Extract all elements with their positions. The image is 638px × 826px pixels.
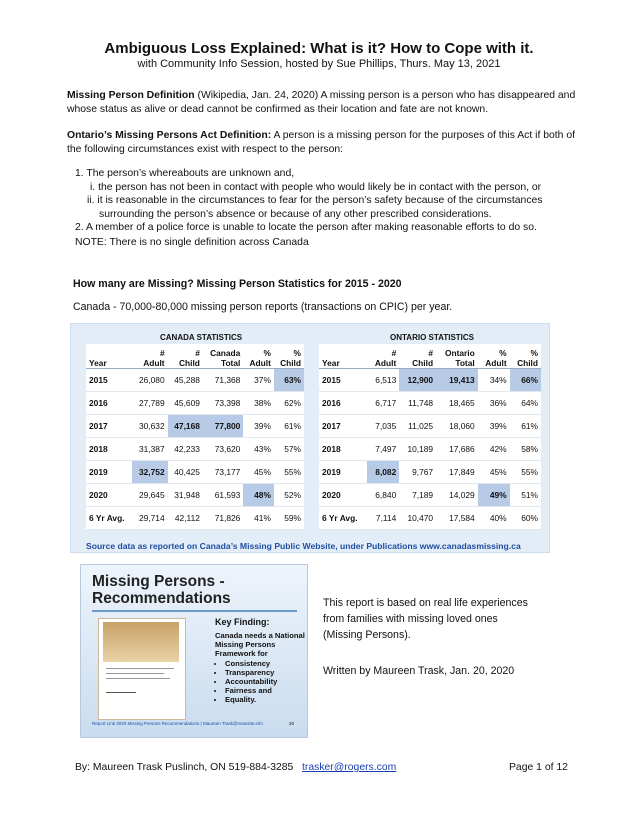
slide-page-number: 20 <box>289 721 295 726</box>
table-cell: 11,748 <box>399 392 436 415</box>
source-link[interactable]: Source data as reported on Canada’s Missing Public Website, under Publications www.canadasmissing.ca <box>86 541 521 551</box>
table-cell: 31,387 <box>132 438 167 461</box>
slide-divider <box>92 610 297 612</box>
table-cell: 2020 <box>86 484 132 507</box>
table-cell: 11,025 <box>399 415 436 438</box>
table-cell: 36% <box>478 392 510 415</box>
column-header: # Child <box>168 344 203 369</box>
table-cell: 45,288 <box>168 369 203 392</box>
column-header: Canada Total <box>203 344 243 369</box>
table-header-row <box>319 344 541 369</box>
table-cell: 6 Yr Avg. <box>86 507 132 530</box>
column-header: % Child <box>274 344 304 369</box>
table-row <box>86 484 304 507</box>
table-cell: 38% <box>243 392 274 415</box>
missing-person-definition <box>67 89 577 117</box>
table-cell: 39% <box>243 415 274 438</box>
table-cell: 18,060 <box>436 415 478 438</box>
report-cover-photo <box>103 622 179 662</box>
footer-email-link[interactable]: trasker@rogers.com <box>302 762 397 773</box>
footer-author: By: Maureen Trask Puslinch, ON 519-884-3285 <box>75 762 294 773</box>
table-cell: 17,849 <box>436 461 478 484</box>
table-cell: 29,645 <box>132 484 167 507</box>
table-cell: 61% <box>274 415 304 438</box>
table-cell: 61,593 <box>203 484 243 507</box>
table-row <box>319 438 541 461</box>
list-item: 2. A member of a police force is unable to locate the person after making reasonable efforts to do so. <box>75 222 537 233</box>
canada-statistics-table <box>86 344 304 530</box>
table-cell: 32,752 <box>132 461 167 484</box>
table-cell: 27,789 <box>132 392 167 415</box>
table-row <box>86 461 304 484</box>
table-cell: 40% <box>478 507 510 530</box>
report-basis-note: This report is based on real life experiences from families with missing loved ones (Missing Persons). <box>323 597 528 641</box>
list-item: i. the person has not been in contact with people who would likely be in contact with the person, or <box>90 181 542 193</box>
table-cell: 43% <box>243 438 274 461</box>
table-cell: 73,177 <box>203 461 243 484</box>
table-row <box>319 392 541 415</box>
ontario-table-title: ONTARIO STATISTICS <box>390 333 474 342</box>
table-cell: 52% <box>274 484 304 507</box>
report-author: Written by Maureen Trask, Jan. 20, 2020 <box>323 665 515 677</box>
cover-text-line <box>106 692 136 693</box>
table-cell: 49% <box>478 484 510 507</box>
list-item: • Transparency <box>225 668 305 677</box>
table-cell: 51% <box>510 484 541 507</box>
table-cell: 2016 <box>319 392 367 415</box>
column-header: Ontario Total <box>436 344 478 369</box>
table-cell: 2015 <box>319 369 367 392</box>
table-cell: 55% <box>274 461 304 484</box>
table-cell: 26,080 <box>132 369 167 392</box>
slide-title <box>92 573 231 607</box>
slide-title-line: Missing Persons - <box>92 573 225 590</box>
stats-heading: How many are Missing? Missing Person Statistics for 2015 - 2020 <box>73 278 402 290</box>
table-cell: 2019 <box>86 461 132 484</box>
key-finding-label: Key Finding: <box>215 617 270 627</box>
table-cell: 18,465 <box>436 392 478 415</box>
table-cell: 12,900 <box>399 369 436 392</box>
table-header-row <box>86 344 304 369</box>
ontario-definition-text: A person is a missing person for the purposes of this Act if both of the following circumstances exist with respect to the person: <box>67 130 575 155</box>
table-row <box>319 461 541 484</box>
table-cell: 2015 <box>86 369 132 392</box>
table-cell: 14,029 <box>436 484 478 507</box>
table-cell: 7,189 <box>399 484 436 507</box>
table-cell: 61% <box>510 415 541 438</box>
table-cell: 73,620 <box>203 438 243 461</box>
table-cell: 45% <box>478 461 510 484</box>
table-cell: 45,609 <box>168 392 203 415</box>
table-cell: 6 Yr Avg. <box>319 507 367 530</box>
table-cell: 19,413 <box>436 369 478 392</box>
cover-text-line <box>106 668 174 669</box>
list-item: ii. it is reasonable in the circumstances to fear for the person’s safety because of the circumstances <box>87 195 543 206</box>
table-cell: 6,840 <box>367 484 399 507</box>
definition-note: NOTE: There is no single definition across Canada <box>75 237 309 248</box>
table-cell: 10,470 <box>399 507 436 530</box>
list-item: • Fairness and <box>225 686 305 695</box>
table-cell: 8,082 <box>367 461 399 484</box>
column-header: # Adult <box>367 344 399 369</box>
table-cell: 55% <box>510 461 541 484</box>
table-cell: 60% <box>510 507 541 530</box>
list-item: • Consistency <box>225 659 305 668</box>
table-cell: 2017 <box>86 415 132 438</box>
table-cell: 45% <box>243 461 274 484</box>
table-cell: 10,189 <box>399 438 436 461</box>
document-title: Ambiguous Loss Explained: What is it? How to Cope with it. <box>104 40 534 57</box>
table-row <box>86 507 304 530</box>
key-finding-bullets <box>215 659 305 705</box>
column-header: # Adult <box>132 344 167 369</box>
cover-text-line <box>106 673 164 674</box>
table-cell: 2018 <box>86 438 132 461</box>
table-cell: 30,632 <box>132 415 167 438</box>
definition-list <box>75 167 585 235</box>
table-row <box>319 369 541 392</box>
table-cell: 7,497 <box>367 438 399 461</box>
table-cell: 31,948 <box>168 484 203 507</box>
column-header: % Adult <box>478 344 510 369</box>
table-cell: 57% <box>274 438 304 461</box>
table-cell: 64% <box>510 392 541 415</box>
list-item: surrounding the person’s absence or because of any other prescribed considerations. <box>99 208 492 220</box>
list-item: • Accountability <box>225 677 305 686</box>
table-cell: 47,168 <box>168 415 203 438</box>
table-cell: 71,826 <box>203 507 243 530</box>
canada-table-title: CANADA STATISTICS <box>160 333 243 342</box>
table-cell: 37% <box>243 369 274 392</box>
slide-report-link[interactable]: Report Link 2020 Missing Persons Recommendations | Maureen Trask@mainsite.info <box>92 721 263 726</box>
table-row <box>319 507 541 530</box>
table-row <box>86 415 304 438</box>
table-row <box>86 369 304 392</box>
slide-title-line: Recommendations <box>92 590 231 607</box>
table-row <box>319 484 541 507</box>
table-cell: 2020 <box>319 484 367 507</box>
table-cell: 17,584 <box>436 507 478 530</box>
missing-definition-text: (Wikipedia, Jan. 24, 2020) A missing person is a person who has disappeared and whose status as alive or dead cannot be confirmed as their location and fate are not known. <box>67 90 576 115</box>
table-cell: 63% <box>274 369 304 392</box>
table-cell: 17,686 <box>436 438 478 461</box>
document-subtitle: with Community Info Session, hosted by Sue Phillips, Thurs. May 13, 2021 <box>137 58 501 70</box>
table-row <box>319 415 541 438</box>
table-cell: 9,767 <box>399 461 436 484</box>
column-header: Year <box>86 344 132 369</box>
column-header: # Child <box>399 344 436 369</box>
list-item: 1. The person’s whereabouts are unknown and, <box>75 168 295 179</box>
table-cell: 6,513 <box>367 369 399 392</box>
table-cell: 40,425 <box>168 461 203 484</box>
table-cell: 2019 <box>319 461 367 484</box>
table-cell: 2016 <box>86 392 132 415</box>
cover-text-line <box>106 678 170 679</box>
ontario-statistics-table <box>319 344 541 530</box>
key-finding-intro: Canada needs a National Missing Persons Framework for <box>215 631 305 659</box>
canada-reports-line: Canada - 70,000-80,000 missing person reports (transactions on CPIC) per year. <box>73 301 453 313</box>
table-cell: 42,112 <box>168 507 203 530</box>
table-cell: 73,398 <box>203 392 243 415</box>
key-finding-body <box>215 631 305 705</box>
table-cell: 6,717 <box>367 392 399 415</box>
ontario-definition <box>67 129 577 157</box>
table-cell: 48% <box>243 484 274 507</box>
footer-page-number: Page 1 of 12 <box>509 762 568 773</box>
table-cell: 62% <box>274 392 304 415</box>
table-cell: 41% <box>243 507 274 530</box>
table-row <box>86 392 304 415</box>
footer-contact <box>75 762 396 773</box>
column-header: % Child <box>510 344 541 369</box>
table-cell: 42% <box>478 438 510 461</box>
table-cell: 66% <box>510 369 541 392</box>
column-header: Year <box>319 344 367 369</box>
table-row <box>86 438 304 461</box>
missing-definition-label: Missing Person Definition <box>67 90 195 101</box>
table-cell: 2017 <box>319 415 367 438</box>
table-cell: 34% <box>478 369 510 392</box>
list-item: • Equality. <box>225 695 305 704</box>
ontario-definition-label: Ontario’s Missing Persons Act Definition: <box>67 130 272 141</box>
table-cell: 7,035 <box>367 415 399 438</box>
table-cell: 2018 <box>319 438 367 461</box>
table-cell: 77,800 <box>203 415 243 438</box>
column-header: % Adult <box>243 344 274 369</box>
table-cell: 29,714 <box>132 507 167 530</box>
table-cell: 59% <box>274 507 304 530</box>
table-cell: 39% <box>478 415 510 438</box>
table-cell: 7,114 <box>367 507 399 530</box>
table-cell: 58% <box>510 438 541 461</box>
table-cell: 42,233 <box>168 438 203 461</box>
table-cell: 71,368 <box>203 369 243 392</box>
